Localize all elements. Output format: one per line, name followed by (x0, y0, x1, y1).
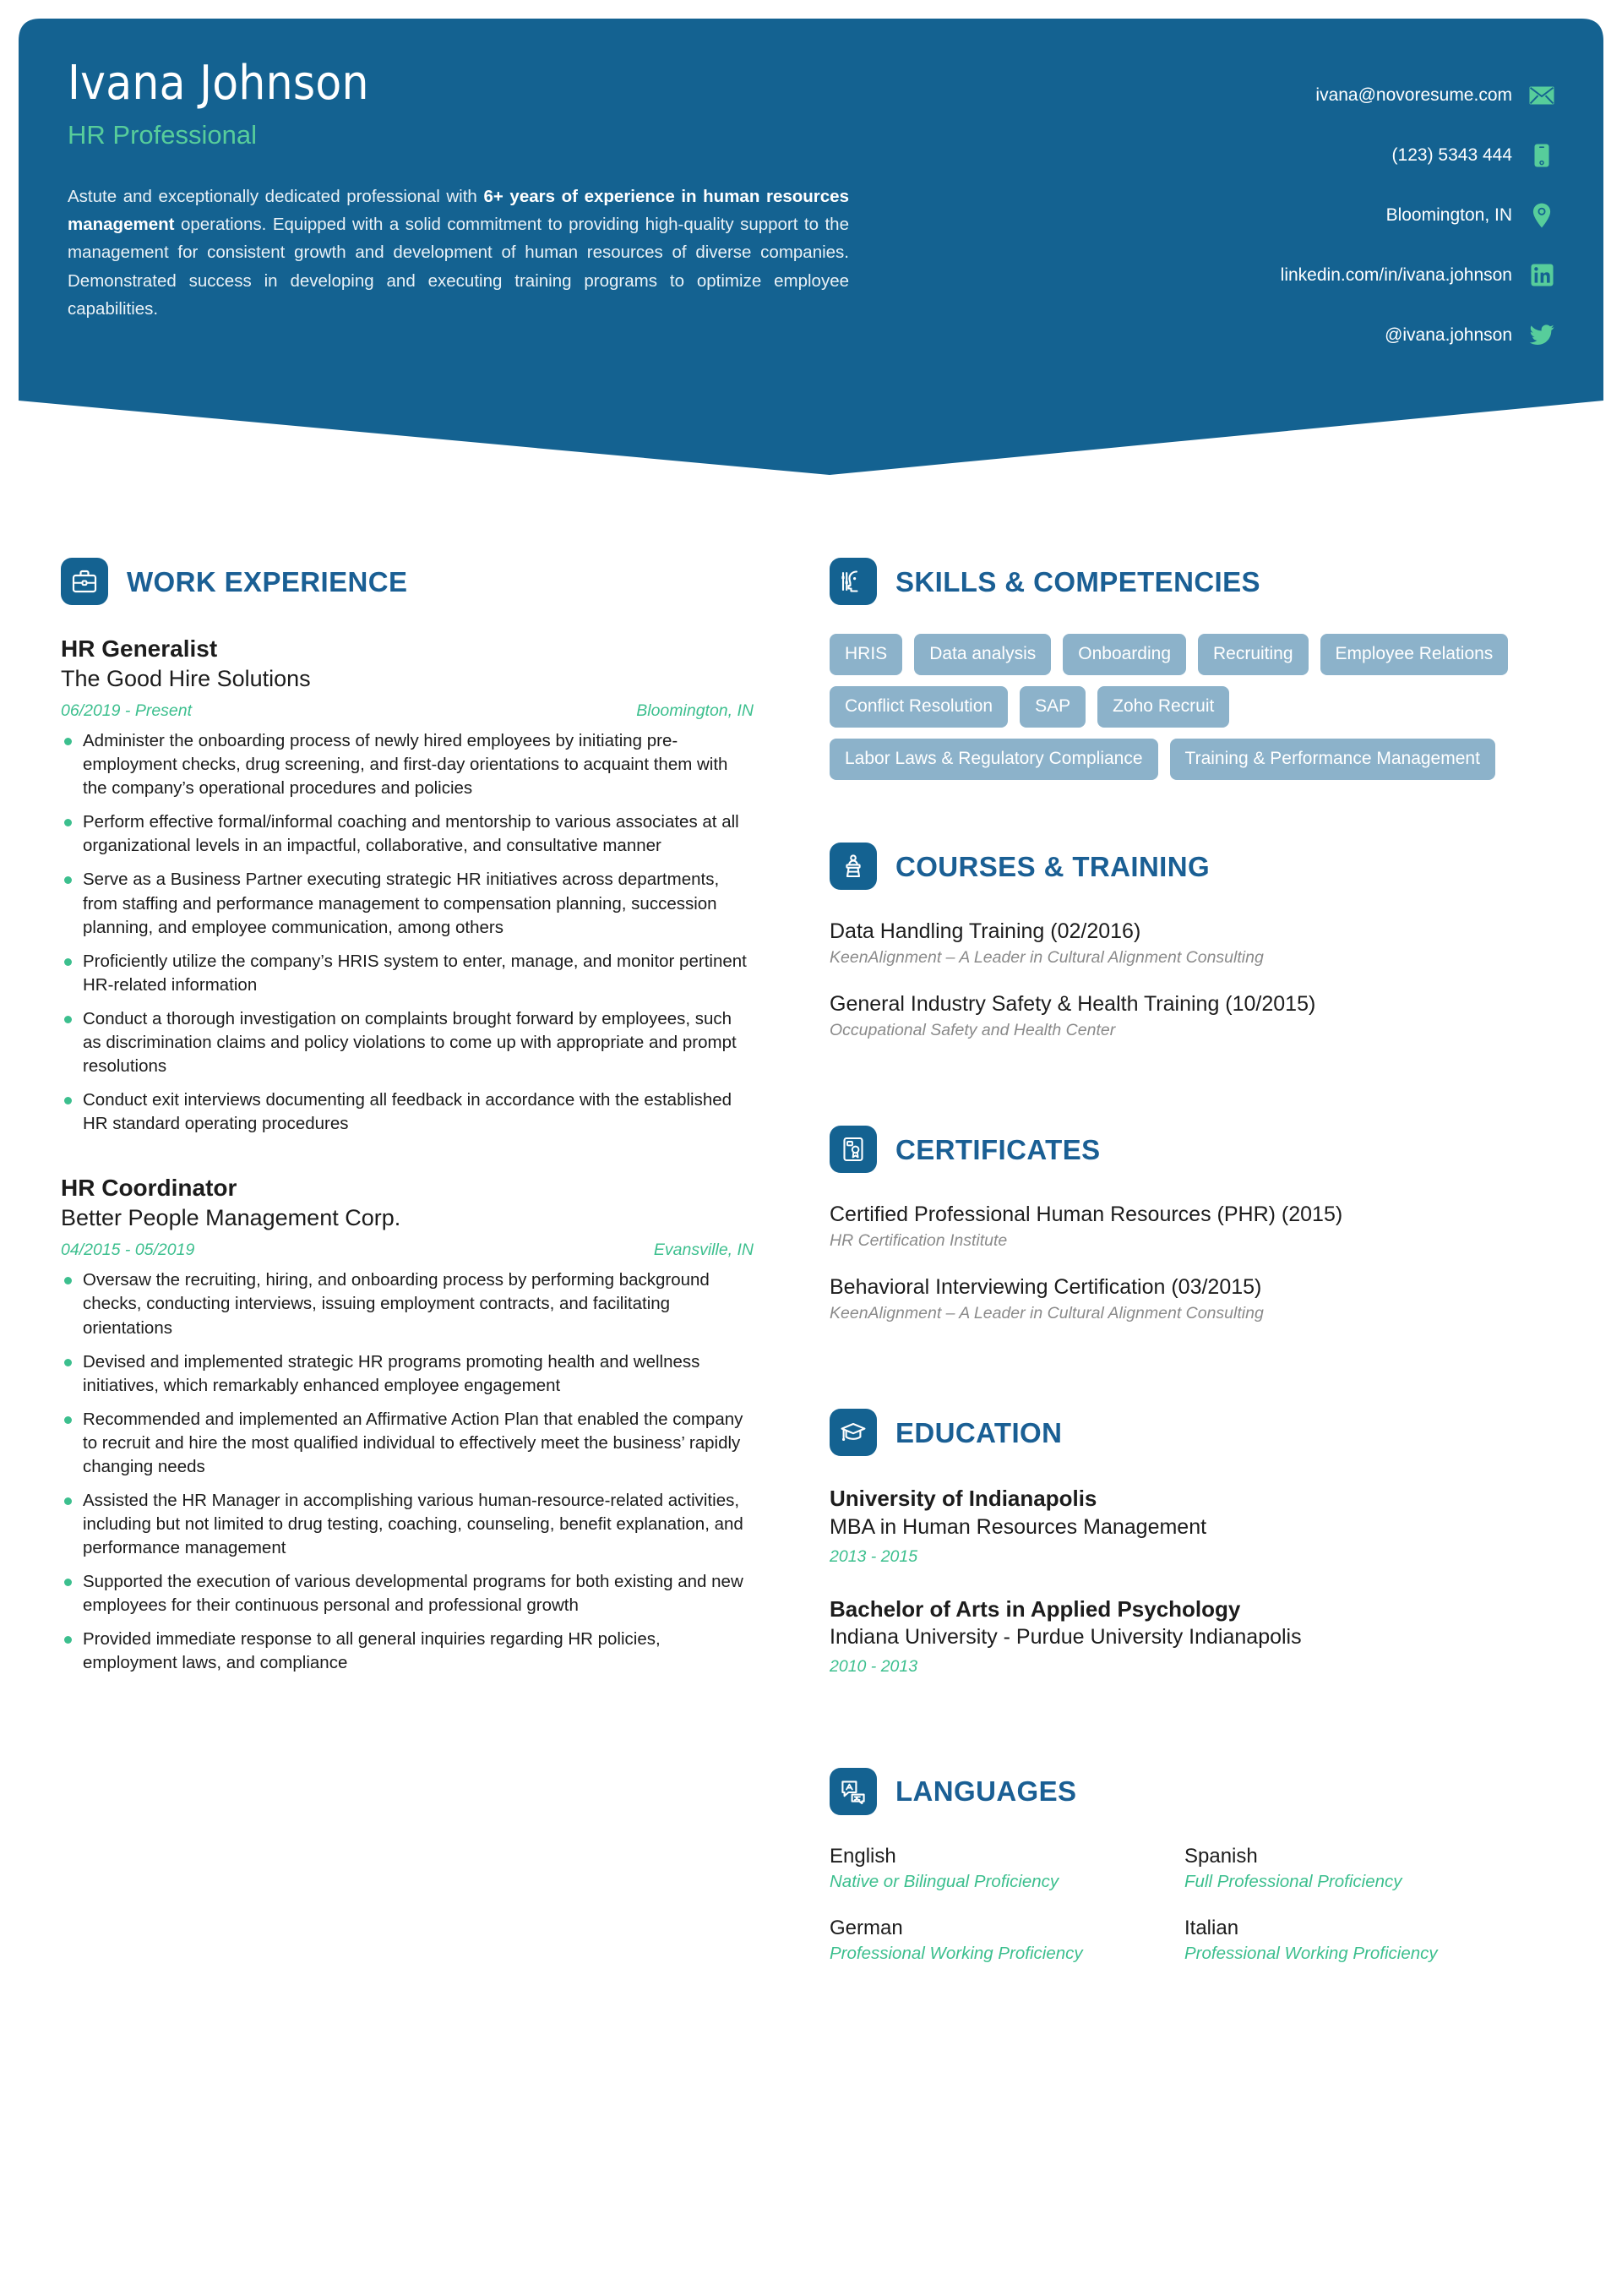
section-title-languages: LANGUAGES (895, 1775, 1077, 1808)
job-entry (61, 634, 754, 1136)
spacer (830, 1705, 1522, 1768)
spacer (830, 1346, 1522, 1409)
skill-tag: Employee Relations (1320, 634, 1509, 675)
contact-item-linkedin[interactable] (921, 254, 1554, 296)
job-bullet: Devised and implemented strategic HR programs promoting health and wellness initiatives, which remarkably enhanced employee engagement (61, 1350, 754, 1398)
contact-item-email[interactable] (921, 74, 1554, 116)
language-name: German (830, 1916, 903, 1939)
language-entry (830, 1916, 1168, 1966)
language-level: Professional Working Proficiency (830, 1943, 1083, 1963)
certificate-provider: HR Certification Institute (830, 1231, 1008, 1251)
job-bullet-list (61, 729, 754, 1136)
contact-twitter-text: @ivana.johnson (1385, 324, 1512, 345)
contact-email-text: ivana@novoresume.com (1315, 85, 1512, 105)
education-institution: Indiana University - Purdue University Indianapolis (830, 1624, 1302, 1649)
section-header-languages (830, 1768, 1522, 1815)
section-header-certificates (830, 1126, 1522, 1173)
course-provider: KeenAlignment – A Leader in Cultural Alignment Consulting (830, 948, 1264, 968)
languages-grid (830, 1844, 1522, 1965)
skill-tag: Data analysis (914, 634, 1051, 675)
education-institution: University of Indianapolis (830, 1486, 1097, 1512)
skill-tag: Onboarding (1063, 634, 1186, 675)
job-bullet: Serve as a Business Partner executing strategic HR initiatives across departments, from staffing and performance management to compensation planning, succession planning, and employee communication, among others (61, 868, 754, 939)
skill-tag: Conflict Resolution (830, 686, 1008, 728)
certificate-title: Certified Professional Human Resources (PHR) (2015) (830, 1203, 1343, 1227)
job-title: HR Coordinator (61, 1175, 237, 1202)
language-name: Italian (1184, 1916, 1239, 1939)
section-title-education: EDUCATION (895, 1416, 1063, 1448)
location-pin-icon (1529, 203, 1554, 228)
job-bullet-list (61, 1268, 754, 1675)
contact-phone-text: (123) 5343 444 (1391, 145, 1512, 165)
course-title: General Industry Safety & Health Training (10/2015) (830, 991, 1316, 1016)
education-degree: MBA in Human Resources Management (830, 1514, 1207, 1539)
job-entry (61, 1173, 754, 1675)
language-level: Full Professional Proficiency (1184, 1871, 1402, 1891)
certificate-provider: KeenAlignment – A Leader in Cultural Alignment Consulting (830, 1304, 1264, 1323)
person-name: Ivana Johnson (68, 56, 369, 111)
job-bullet: Perform effective formal/informal coaching and mentorship to various associates at all organizational levels in an impactful, collaborative, and consultative manner (61, 810, 754, 858)
summary-text-part1: Astute and exceptionally dedicated professional with (68, 186, 484, 206)
podium-icon (830, 843, 877, 890)
language-name: Spanish (1184, 1844, 1258, 1868)
contact-item-twitter[interactable] (921, 314, 1554, 356)
contact-item-location[interactable] (921, 194, 1554, 236)
skill-tag: Recruiting (1198, 634, 1309, 675)
contact-item-phone[interactable] (921, 134, 1554, 176)
contact-list (921, 59, 1554, 424)
section-title-courses: COURSES & TRAINING (895, 850, 1211, 882)
profile-summary (68, 183, 849, 323)
job-meta (61, 1241, 754, 1260)
language-level: Professional Working Proficiency (1184, 1943, 1438, 1963)
course-title: Data Handling Training (02/2016) (830, 919, 1141, 943)
spacer (61, 1146, 754, 1173)
job-location: Bloomington, IN (636, 701, 754, 721)
skill-tag: Labor Laws & Regulatory Compliance (830, 739, 1158, 780)
job-bullet: Supported the execution of various developmental programs for both existing and new employees for their continuous personal and professional growth (61, 1570, 754, 1617)
job-title: HR Generalist (61, 635, 218, 662)
skill-tag: Training & Performance Management (1170, 739, 1495, 780)
job-bullet: Conduct a thorough investigation on complaints brought forward by employees, such as discrimination claims and policy violations to come up with appropriate and prompt resolutions (61, 1007, 754, 1078)
job-bullet: Recommended and implemented an Affirmative Action Plan that enabled the company to recruit and hire the most qualified individual to effectively meet the business’ rapidly changing needs (61, 1408, 754, 1479)
job-meta (61, 701, 754, 721)
contact-location-text: Bloomington, IN (1385, 205, 1512, 225)
language-entry (1184, 1844, 1522, 1894)
section-title-skills: SKILLS & COMPETENCIES (895, 565, 1260, 597)
section-header-courses (830, 843, 1522, 890)
job-bullet: Proficiently utilize the company’s HRIS system to enter, manage, and monitor pertinent HR-related information (61, 950, 754, 997)
briefcase-icon (61, 558, 108, 605)
certificate-icon (830, 1126, 877, 1173)
certificate-entry (830, 1274, 1522, 1325)
education-entry (830, 1595, 1522, 1677)
course-provider: Occupational Safety and Health Center (830, 1020, 1116, 1039)
education-dates: 2013 - 2015 (830, 1546, 918, 1566)
skill-tag: HRIS (830, 634, 902, 675)
job-company: The Good Hire Solutions (61, 666, 311, 691)
linkedin-icon (1529, 263, 1554, 288)
language-entry (1184, 1916, 1522, 1966)
job-bullet: Oversaw the recruiting, hiring, and onboarding process by performing background checks, conducting interviews, issuing employment contracts, and facilitating orientations (61, 1268, 754, 1339)
header-identity-block (68, 56, 921, 424)
summary-text-part2: operations. Equipped with a solid commitment to providing high-quality support to the management for consistent growth and development of human resources of diverse companies. Demonstrated success in developing and executing training programs to optimize employee capabilities. (68, 215, 849, 319)
spacer (830, 780, 1522, 843)
education-dates: 2010 - 2013 (830, 1656, 918, 1676)
section-header-education (830, 1409, 1522, 1456)
job-dates: 04/2015 - 05/2019 (61, 1241, 195, 1260)
course-entry (830, 919, 1522, 969)
skill-tag: Zoho Recruit (1097, 686, 1229, 728)
section-header-work-experience (61, 558, 754, 605)
job-location: Evansville, IN (653, 1241, 754, 1260)
translate-icon (830, 1768, 877, 1815)
job-bullet: Assisted the HR Manager in accomplishing various human-resource-related activities, including but not limited to drug testing, coaching, counseling, benefit explanation, and performance management (61, 1489, 754, 1560)
graduation-cap-icon (830, 1409, 877, 1456)
spacer (830, 1063, 1522, 1126)
course-entry (830, 991, 1522, 1042)
job-dates: 06/2019 - Present (61, 701, 193, 721)
language-name: English (830, 1844, 896, 1868)
summary-text-bold: 6+ years of experience in human resources management (68, 186, 849, 235)
language-entry (830, 1844, 1168, 1894)
resume-header (0, 0, 1622, 490)
person-job-title: HR Professional (68, 119, 257, 150)
education-degree: Bachelor of Arts in Applied Psychology (830, 1595, 1241, 1622)
job-bullet: Administer the onboarding process of newly hired employees by initiating pre-employment checks, drug screening, and first-day orientations to acquaint them with the company’s operational procedures and policies (61, 729, 754, 800)
page-bottom-padding (0, 1965, 1622, 2024)
column-gap (754, 558, 830, 1965)
email-icon (1529, 83, 1554, 108)
section-title-certificates: CERTIFICATES (895, 1133, 1101, 1165)
skill-tag: SAP (1020, 686, 1086, 728)
certificate-title: Behavioral Interviewing Certification (03/2015) (830, 1274, 1262, 1299)
language-level: Native or Bilingual Proficiency (830, 1871, 1059, 1891)
section-title-work-experience: WORK EXPERIENCE (127, 565, 408, 597)
contact-linkedin-text: linkedin.com/in/ivana.johnson (1280, 265, 1512, 285)
skills-tag-list (830, 634, 1522, 780)
skills-head-icon (830, 558, 877, 605)
section-header-skills (830, 558, 1522, 605)
job-bullet: Conduct exit interviews documenting all feedback in accordance with the established HR standard operating procedures (61, 1088, 754, 1136)
job-company: Better People Management Corp. (61, 1205, 401, 1231)
job-bullet: Provided immediate response to all general inquiries regarding HR policies, employment laws, and compliance (61, 1628, 754, 1675)
phone-icon (1529, 143, 1554, 168)
twitter-icon (1529, 323, 1554, 348)
certificate-entry (830, 1202, 1522, 1252)
education-entry (830, 1485, 1522, 1566)
